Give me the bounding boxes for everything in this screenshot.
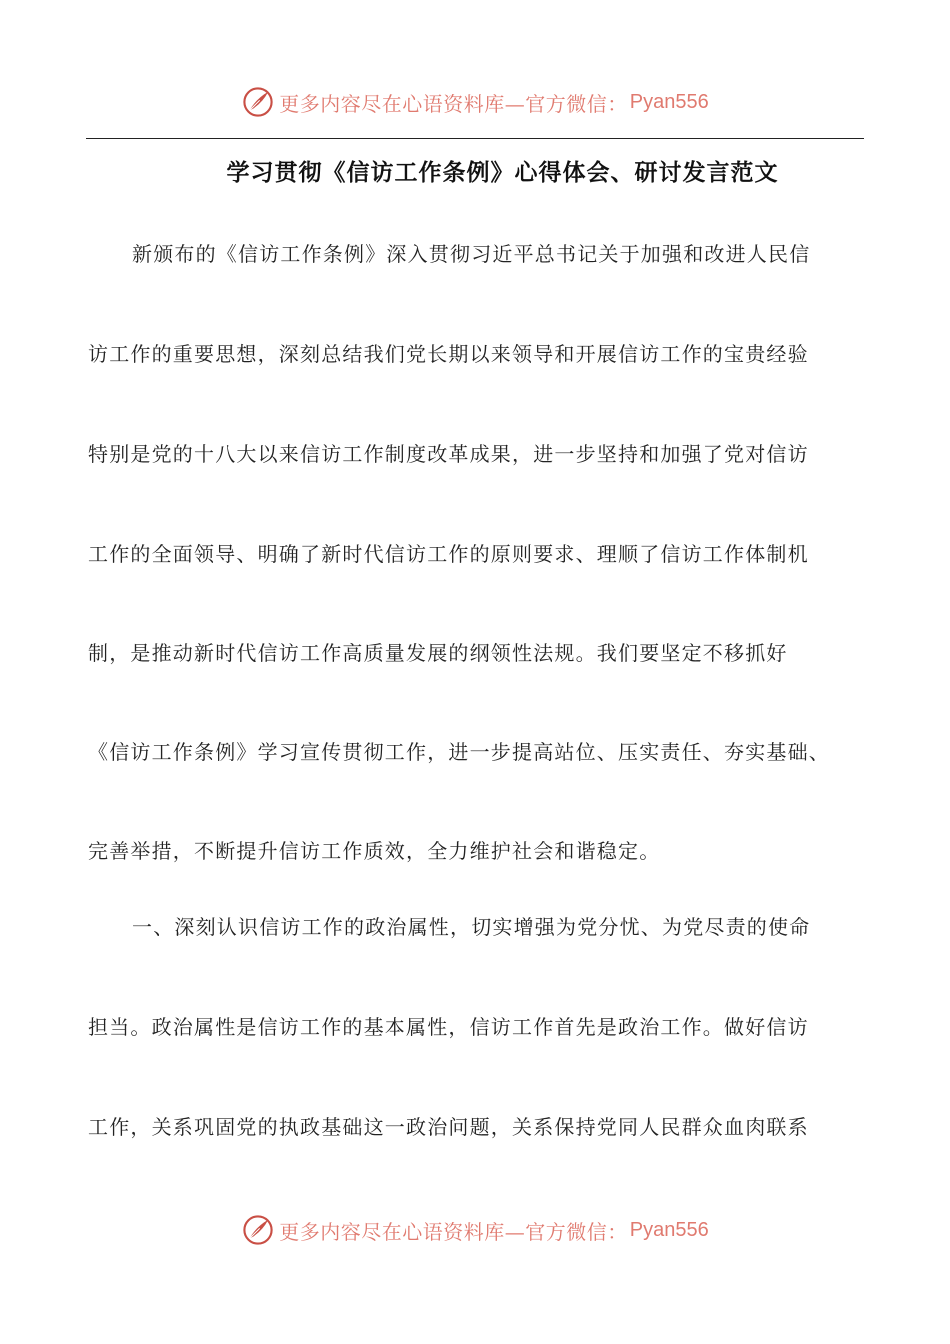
paragraph-line: 工作，关系巩固党的执政基础这一政治问题，关系保持党同人民群众血肉联系 xyxy=(88,1115,809,1139)
document-title: 学习贯彻《信访工作条例》心得体会、研讨发言范文 xyxy=(226,160,779,186)
header-banner xyxy=(0,82,950,122)
paragraph-line: 特别是党的十八大以来信访工作制度改革成果，进一步坚持和加强了党对信访 xyxy=(88,442,809,466)
header-rule xyxy=(86,138,864,139)
paragraph-line: 完善举措，不断提升信访工作质效，全力维护社会和谐稳定。 xyxy=(88,839,661,863)
paragraph-line: 新颁布的《信访工作条例》深入贯彻习近平总书记关于加强和改进人民信 xyxy=(132,242,811,266)
footer-banner xyxy=(0,1210,950,1250)
paragraph-line: 《信访工作条例》学习宣传贯彻工作，进一步提高站位、压实责任、夯实基础、 xyxy=(88,740,830,764)
paragraph-line: 访工作的重要思想，深刻总结我们党长期以来领导和开展信访工作的宝贵经验 xyxy=(88,342,809,366)
header-wechat-id: Pyan556 xyxy=(629,90,709,113)
quill-logo-icon xyxy=(241,1213,275,1247)
paragraph-line: 工作的全面领导、明确了新时代信访工作的原则要求、理顺了信访工作体制机 xyxy=(88,542,809,566)
header-banner-text: 更多内容尽在心语资料库—官方微信： xyxy=(279,91,628,116)
paragraph-line: 制，是推动新时代信访工作高质量发展的纲领性法规。我们要坚定不移抓好 xyxy=(88,641,788,665)
paragraph-line: 担当。政治属性是信访工作的基本属性，信访工作首先是政治工作。做好信访 xyxy=(88,1015,809,1039)
footer-banner-text: 更多内容尽在心语资料库—官方微信： xyxy=(279,1219,628,1244)
quill-logo-icon xyxy=(241,85,275,119)
section-heading-line: 一、深刻认识信访工作的政治属性，切实增强为党分忧、为党尽责的使命 xyxy=(132,915,811,939)
footer-wechat-id: Pyan556 xyxy=(629,1218,709,1241)
